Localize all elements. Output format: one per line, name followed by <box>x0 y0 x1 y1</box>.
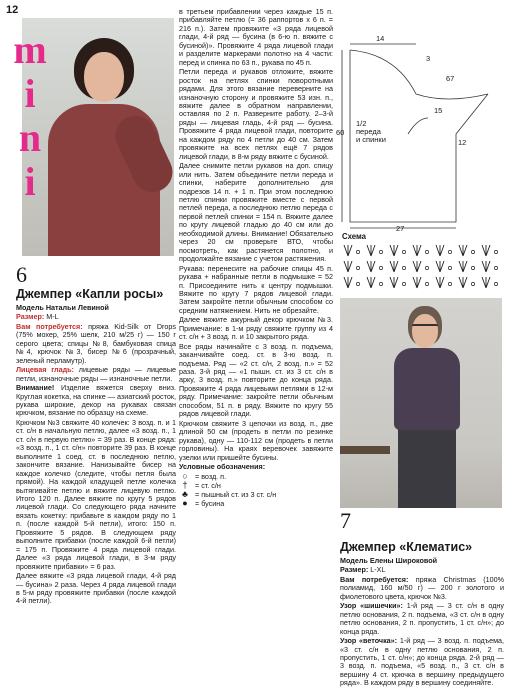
magazine-logo <box>10 28 50 250</box>
legend-symbol: ♣ <box>182 489 188 500</box>
pattern-7-instructions <box>340 557 504 689</box>
mid-paragraph-1: в третьем прибавлении через каждые 15 п. прибавляйте петлю (= 36 раппортов х 6 п. = 216 п.). Затем провяжите «3 ряда лицевой глади, 4-й ряд — бусина (в 6-ю п. вяжите с бусиной)». Провяжите 4 ряда лицевой глади и разделите маркерами полотно на 4 части: перед и спинка по 63 п., рукава по 45 п. <box>179 7 333 67</box>
materials-text-6: пряжа Kid-Silk от Drops (75% мохер, 25% шелк, 210 м/25 г) — 150 г серого цвета; спицы №8, бамбуковая спица №4, крючок №3, бисер №6 (прозрачный, зеленый перламутр). <box>16 321 176 365</box>
materials-text-7: пряжа Christmas (100% полиамид, 160 м/50 г) — 200 г золотого и фиолетового цвета, крючок №3. <box>340 574 505 601</box>
sketch-part-label <box>356 120 386 144</box>
legend-symbol: ○ <box>182 471 188 482</box>
model-line-7: Модель Елены Широковой <box>340 556 438 565</box>
chart-motif <box>436 261 452 272</box>
pattern-number-6: 6 <box>16 262 27 287</box>
mid-paragraph-7: Крючком свяжите 3 цепочки из возд. п., две длиной 50 см (продеть в петли по резинке рукава), одну — 110-112 см (продеть в петли горловины). На краях веревочек завяжите узелки или пришейте бусины. <box>179 418 333 462</box>
dim-inner: 12 <box>458 138 467 147</box>
legend-item <box>179 472 333 481</box>
legend-symbol: † <box>182 480 188 491</box>
page-number: 12 <box>6 4 19 16</box>
sketch-label-1: 1/2 <box>356 119 367 128</box>
legend-item <box>179 481 333 490</box>
chart-motif <box>344 245 360 256</box>
chart-motif <box>436 245 452 256</box>
legend-text: = пышный ст. из 3 ст. с/н <box>195 490 277 500</box>
size-value-7: L-XL <box>370 565 386 575</box>
chart-motif <box>367 245 383 256</box>
chart-motif <box>482 261 498 272</box>
mid-paragraph-2: Петли переда и рукавов отложите, вяжите росток на петлях спинки поворотными рядами. Для этого вязание переверните на изнаночную сторону и провяжите 53 изн. п., вяжите далее в обратном направлении, оставляя по 2 п. Разверните работу. 2–3-й ряды — лицевая гладь, 4-й ряд — бусина. Провяжите 4 ряда лицевой глади, повторите на каждом ряду по 4 петли до 40 см. Затем провяжите на всех петлях ещё 7 рядов лицевой глади, в 8-м ряду вяжите с бусиной. <box>179 67 333 161</box>
chart-motif <box>344 261 360 272</box>
dim-side: 60 <box>336 128 345 137</box>
body-text-6: Крючком №3 свяжите 40 колечек: 3 возд. п. и 1 ст. с/н в начальную петлю, далее «3 возд. п., 1 ст. с/н в первую петлю» = 39 раз. В конце ряда: «3 возд. п., 1 ст. с/н» повторите 39 раз. В конце выполните 1 соед. ст. в последнюю петлю, закончите вязание. Нанизывайте бисер на каждое колечко (следите, чтобы петля была прямой). На каждой кладущей петле колечка вытягивайте петлю и вяжите лицевую петлю. Итого 120 п. Далее вяжите по кругу 5 рядов лицевой глади. Со следующего ряда начните вязать кокетку: прибавьте в каждом ряду по 1 п. (после каждой 5-й петли), итого: 150 п. Провяжите 5 рядов. В следующем ряду выполните прибавки (после каждой 6-й петли) = 175 п. Провяжите 4 ряда лицевой глади. Далее «3 ряда лицевой глади, в 3-м ряду провяжите прибавки» = 6 раз. <box>16 417 176 571</box>
legend-list <box>179 472 333 508</box>
chart-motif <box>367 277 383 288</box>
pattern1-label: Узор «шишечки»: <box>340 601 403 611</box>
smooth-label: Лицевая гладь: <box>16 365 74 375</box>
chart-motif <box>390 277 406 288</box>
pattern-number-7: 7 <box>340 508 351 533</box>
model-2-glasses <box>412 324 438 332</box>
chart-motif <box>436 277 452 288</box>
chart-motif <box>413 277 429 288</box>
attention-text: Изделие вяжется сверху вниз. Круглая кокетка, на спинке — азиатский росток, рукава широкие, декор на рукавах связан крючком, вязание по образцу на схеме. <box>16 383 177 418</box>
pattern2-text: 1-й ряд — 3 возд. п. подъема, «3 ст. с/н в одну петлю основания, 2 п. пропустить, 1 ст. с/н»; до конца ряда. 2-й ряд — 3 возд. п. подъема, «5 возд. п., 3 ст. с/н в вершину 4 ст. крючка в вершину предыдущего ряда». В каждом ряду в вершину соединяйте. <box>340 636 505 688</box>
materials-label-6: Вам потребуется: <box>16 321 83 331</box>
legend-item <box>179 490 333 499</box>
chart-motif <box>367 261 383 272</box>
mid-paragraph-6: Все ряды начинайте с 3 возд. п. подъема, заканчивайте соед. ст. в 3-ю возд. п. подъема. Ряд — «2 ст. с/н, 2 возд. п.» = 52 раза. 3-й ряд — «1 пышн. ст. из 3 ст. с/н в арку, 3 возд. п.» повторите до конца ряда. Провяжите 4 ряда лицевыми петлями в 12-м ряду. Примечание: закройте петли обычным способом, 51 п. в ряду. Вяжите по кругу 55 рядов лицевой глади. <box>179 341 333 419</box>
body-text-6b: Далее вяжите «3 ряда лицевой глади, 4-й ряд — бусина» 2 раза. Через 4 ряда лицевой глади в 5-м ряду провяжите прибавки (после каждой 4-й петли). <box>16 571 176 606</box>
smooth-text: лицевые ряды — лицевые петли, изнаночные ряды — изнаночные петли. <box>16 365 176 383</box>
dim-top-right: 3 <box>426 54 431 63</box>
pattern-6-continued <box>179 8 333 508</box>
legend-text: = бусина <box>195 499 225 509</box>
dim-mid: 15 <box>434 106 443 115</box>
sketch-label-2: переда <box>356 127 381 136</box>
materials-label-7: Вам потребуется: <box>340 574 409 584</box>
pattern-6-instructions <box>16 304 176 607</box>
model-2-pants <box>398 428 456 508</box>
size-label-7: Размер: <box>340 565 369 575</box>
size-value-6: M-L <box>46 312 59 322</box>
pattern-title-7: Джемпер «Клематис» <box>340 540 473 554</box>
model-line-6: Модель Натальи Левиной <box>16 303 109 312</box>
sketch-label-3: и спинки <box>356 135 386 144</box>
model-2-sweater <box>394 348 460 430</box>
chart-motif <box>344 277 360 288</box>
legend-text: = возд. п. <box>195 472 227 482</box>
mid-paragraph-5: Далее вяжите ажурный декор крючком №3. Примечание: в 1-м ряду свяжите группу из 4 ст. с/н + 3 возд. п. и 10 закрытого ряда. <box>179 315 333 342</box>
size-label-6: Размер: <box>16 312 45 322</box>
chart-motif <box>459 261 475 272</box>
mid-paragraph-3: Далее снимите петли рукавов на доп. спицу или нить. Затем объедините петли переда и спинки, наберите дополнительно для подрезов 14 п. + 1 п. При этом последнюю петлю спинки провяжите вместе с первой петлей переда, а последнюю петлю переда с первой петлей спинки = 154 п. Вяжите далее по кругу лицевой гладью до 40 см или до необходимой длины. Внимание! Обязательно через 20 см проверьте ВТО, чтобы посмотреть, как растянется полотно, и продолжайте вязание с учетом растяжения. <box>179 161 333 264</box>
model-1-face <box>84 52 124 102</box>
chart-motif <box>413 261 429 272</box>
chart-motif <box>390 245 406 256</box>
legend-title: Условные обозначения: <box>179 462 266 472</box>
pattern-title-6: Джемпер «Капли росы» <box>16 287 164 301</box>
logo-letter: n <box>18 115 42 160</box>
photo-2-furniture <box>340 446 390 454</box>
chart-motif <box>413 245 429 256</box>
chart-motif <box>482 245 498 256</box>
crochet-chart-svg <box>336 242 506 292</box>
attention-label: Внимание! <box>16 383 55 393</box>
dim-bottom: 27 <box>396 224 405 233</box>
pattern1-text: 1-й ряд — 3 ст. с/н в одну петлю основания, 2 п. подъема, «3 ст. с/н в одну петлю основания, 2 п. пропустить, 1 ст. с/н»; до конца ряда. <box>340 601 504 636</box>
dim-diagonal: 67 <box>446 74 455 83</box>
chart-title: Схема <box>342 232 367 241</box>
mid-paragraph-4: Рукава: перенесите на рабочие спицы 45 п. рукава + набранные петли в подмышке = 52 п. Присоедините нить к центру подмышки. Вяжите по кругу 7 рядов лицевой глади. Затем закройте петли обычным способом со средним натяжением. Нить не обрезайте. <box>179 263 333 315</box>
chart-motif <box>482 277 498 288</box>
chart-motif <box>459 277 475 288</box>
dim-top-left: 14 <box>376 34 385 43</box>
legend-text: = ст. с/н <box>195 481 221 491</box>
crochet-chart <box>336 242 506 292</box>
legend-symbol: ● <box>182 498 188 509</box>
logo-letter: m <box>13 27 47 72</box>
chart-motif <box>390 261 406 272</box>
chart-motif <box>459 245 475 256</box>
construction-sketch <box>336 34 500 234</box>
legend-item <box>179 499 333 508</box>
logo-letter: i <box>24 159 36 204</box>
logo-letter: i <box>24 71 36 116</box>
pattern2-label: Узор «веточка»: <box>340 636 398 646</box>
model-photo-2 <box>340 298 502 508</box>
